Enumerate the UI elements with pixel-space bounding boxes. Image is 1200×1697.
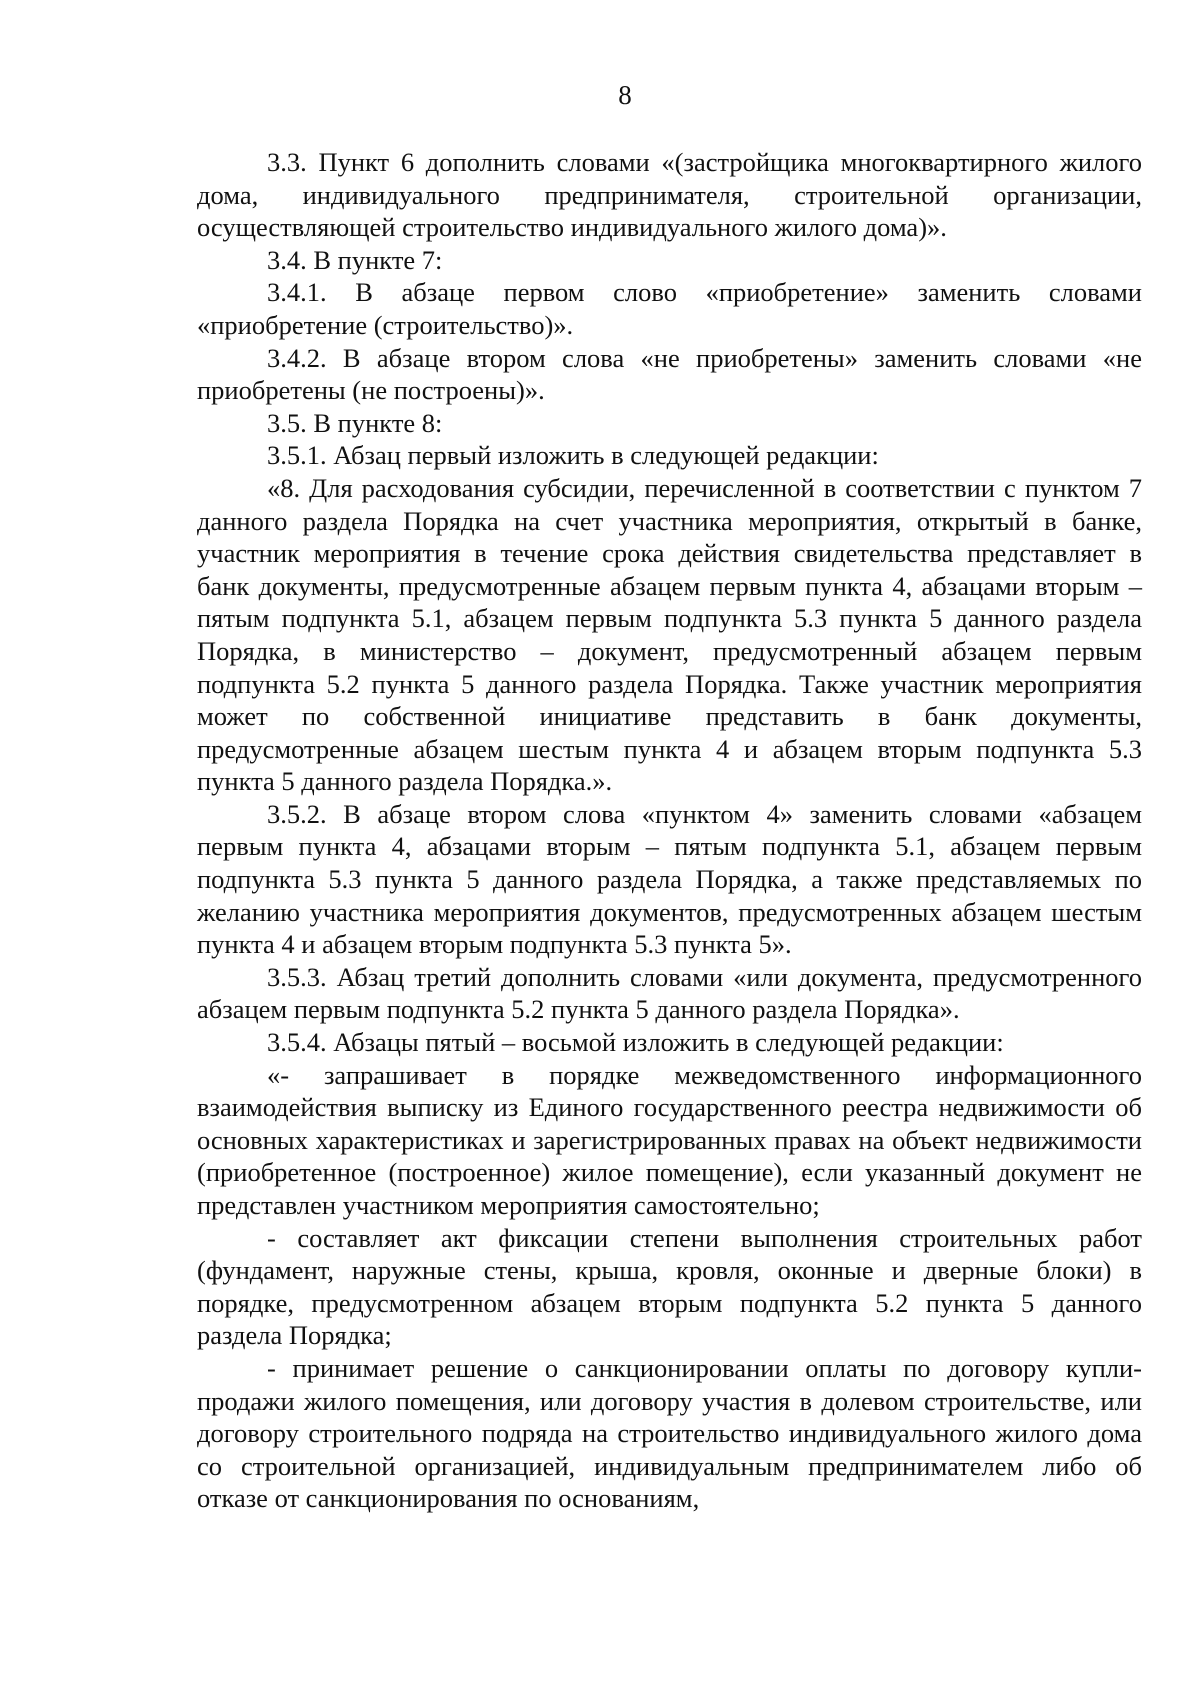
paragraph-request-extract: «- запрашивает в порядке межведомственного информационного взаимодействия выписку из Единого государственного реестра недвижимости об основных характеристиках и зарегистрированных правах на объект недвижимости (приобретенное (построенное) жилое помещение), если указанный документ не представлен участником мероприятия самостоятельно; xyxy=(197,1059,1142,1220)
paragraph-3-5: 3.5. В пункте 8: xyxy=(267,407,443,438)
paragraph-3-4-1: 3.4.1. В абзаце первом слово «приобретение» заменить словами «приобретение (строительство)». xyxy=(197,277,1142,340)
page-number: 8 xyxy=(618,80,632,110)
paragraph-3-5-3: 3.5.3. Абзац третий дополнить словами «или документа, предусмотренного абзацем первым подпункта 5.2 пункта 5 данного раздела Порядка». xyxy=(197,961,1142,1025)
paragraph-3-5-2: 3.5.2. В абзаце втором слова «пунктом 4» заменить словами «абзацем первым пункта 4, абзацами вторым – пятым подпункта 5.1, абзацем первым подпункта 5.3 пункта 5 данного раздела Порядка, а также представляемых по желанию участника мероприятия документов, предусмотренных абзацем шестым пункта 4 и абзацем вторым подпункта 5.3 пункта 5». xyxy=(197,798,1142,960)
paragraph-payment-decision: - принимает решение о санкционировании оплаты по договору купли-продажи жилого помещения, или договору участия в долевом строительстве, или договору строительного подряда на строительство индивидуального жилого дома со строительной организацией, индивидуальным предпринимателем либо об отказе от санкционирования по основаниям, xyxy=(197,1352,1142,1514)
paragraph-3-4-2: 3.4.2. В абзаце втором слова «не приобретены» заменить словами «не приобретены (не построены)». xyxy=(197,342,1142,406)
paragraph-3-5-1: 3.5.1. Абзац первый изложить в следующей редакции: xyxy=(267,440,879,471)
paragraph-3-5-4: 3.5.4. Абзацы пятый – восьмой изложить в следующей редакции: xyxy=(267,1027,1004,1058)
paragraph-point-8-quote: «8. Для расходования субсидии, перечисленной в соответствии с пунктом 7 данного раздела Порядка на счет участника мероприятия, открытый в банке, участник мероприятия в течение срока действия свидетельства представляет в банк документы, предусмотренные абзацем первым пункта 4, абзацами вторым – пятым подпункта 5.1, абзацем первым подпункта 5.3 пункта 5 данного раздела Порядка, в министерство – документ, предусмотренный абзацем первым подпункта 5.2 пункта 5 данного раздела Порядка. Также участник мероприятия может по собственной инициативе представить в банк документы, предусмотренные абзацем шестым пункта 4 и абзацем вторым подпункта 5.3 пункта 5 данного раздела Порядка.». xyxy=(197,472,1142,797)
paragraph-3-3: 3.3. Пункт 6 дополнить словами «(застройщика многоквартирного жилого дома, индивидуального предпринимателя, строительной организации, осуществляющей строительство индивидуального жилого дома)». xyxy=(197,147,1142,243)
paragraph-3-4: 3.4. В пункте 7: xyxy=(267,244,443,275)
document-body xyxy=(197,146,1142,1515)
paragraph-compose-act: - составляет акт фиксации степени выполнения строительных работ (фундамент, наружные стены, крыша, кровля, оконные и дверные блоки) в порядке, предусмотренном абзацем вторым подпункта 5.2 пункта 5 данного раздела Порядка; xyxy=(197,1222,1142,1351)
